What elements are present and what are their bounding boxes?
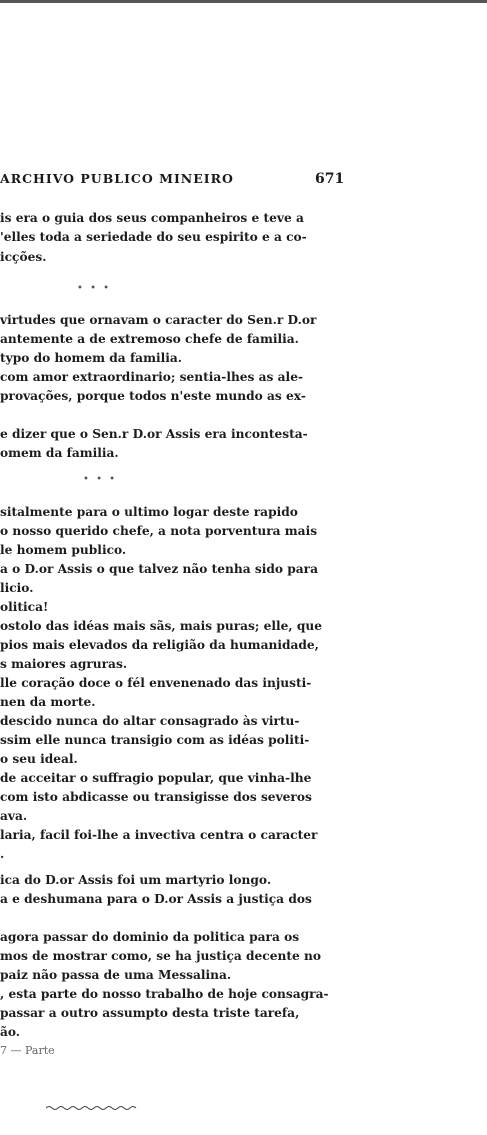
footer-signature: 7 — Parte [0, 1044, 55, 1057]
text-line: s maiores agruras. [0, 657, 128, 671]
text-line: ava. [0, 809, 28, 823]
page-number: 671 [315, 171, 345, 187]
text-line: licio. [0, 581, 34, 595]
text-line: passar a outro assumpto desta triste tarefa, [0, 1006, 300, 1020]
text-line: 'elles toda a seriedade do seu espirito e a co- [0, 230, 307, 244]
text-line: provações, porque todos n'este mundo as ex- [0, 389, 306, 403]
text-line: com isto abdicasse ou transigisse dos severos [0, 790, 312, 804]
text-line: . [0, 847, 5, 861]
text-line: olitica! [0, 600, 49, 614]
text-line: ostolo das idéas mais sãs, mais puras; elle, que [0, 619, 323, 633]
text-line: omem da familia. [0, 446, 119, 460]
text-line: paiz não passa de uma Messalina. [0, 968, 232, 982]
text-line: , esta parte do nosso trabalho de hoje consagra- [0, 987, 329, 1001]
text-line: is era o guia dos seus companheiros e teve a [0, 211, 304, 225]
running-header [0, 171, 487, 189]
text-line: o seu ideal. [0, 752, 78, 766]
text-line: e dizer que o Sen.r D.or Assis era incontesta- [0, 427, 308, 441]
text-line: ica do D.or Assis foi um martyrio longo. [0, 873, 272, 887]
text-line: mos de mostrar como, se ha justiça decente no [0, 949, 321, 963]
end-squiggle-ornament [46, 1104, 138, 1112]
text-line: a e deshumana para o D.or Assis a justiça dos [0, 892, 312, 906]
text-line: com amor extraordinario; sentia-lhes as ale- [0, 370, 304, 384]
section-ornament: • • • [83, 474, 118, 485]
text-line: le homem publico. [0, 543, 127, 557]
header-title: ARCHIVO PUBLICO MINEIRO [0, 171, 234, 186]
text-line: antemente a de extremoso chefe de familia. [0, 332, 299, 346]
text-line: ão. [0, 1025, 21, 1039]
text-line: typo do homem da familia. [0, 351, 183, 365]
text-line: icções. [0, 250, 47, 264]
text-line: sitalmente para o ultimo logar deste rapido [0, 505, 298, 519]
section-ornament: • • • [77, 283, 112, 294]
text-line: laria, facil foi-lhe a invectiva centra o caracter [0, 828, 318, 842]
text-line: descido nunca do altar consagrado às virtu- [0, 714, 300, 728]
text-line: nen da morte. [0, 695, 96, 709]
top-border-line [0, 0, 487, 3]
text-line: a o D.or Assis o que talvez não tenha sido para [0, 562, 318, 576]
text-line: de acceitar o suffragio popular, que vinha-lhe [0, 771, 312, 785]
text-line: virtudes que ornavam o caracter do Sen.r D.or [0, 313, 317, 327]
text-line: o nosso querido chefe, a nota porventura mais [0, 524, 318, 538]
text-line: pios mais elevados da religião da humanidade, [0, 638, 319, 652]
text-line: ssim elle nunca transigio com as idéas politi- [0, 733, 310, 747]
text-line: agora passar do dominio da politica para os [0, 930, 300, 944]
text-line: lle coração doce o fél envenenado das injusti- [0, 676, 312, 690]
